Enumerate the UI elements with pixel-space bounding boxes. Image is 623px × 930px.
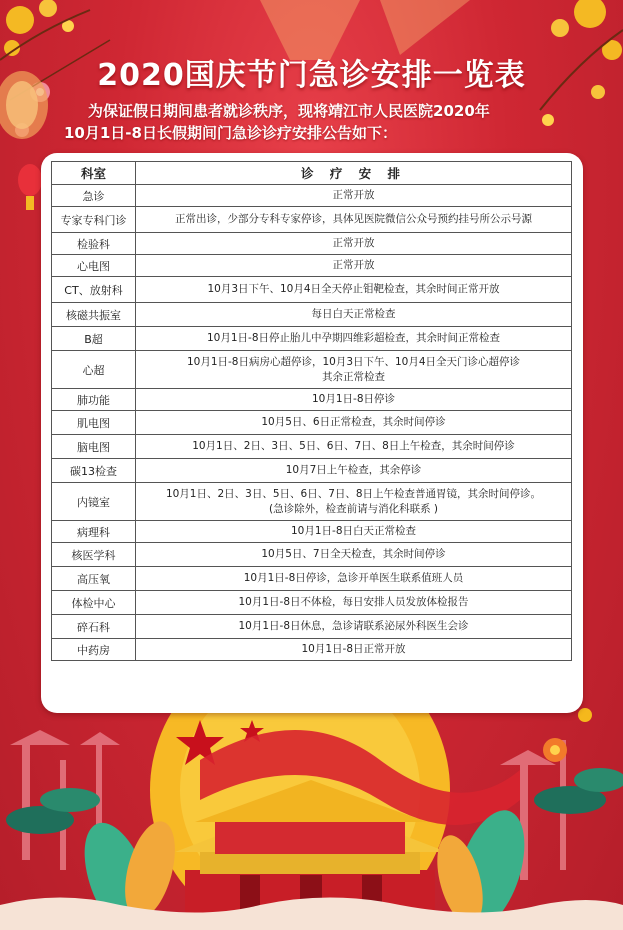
schedule-cell (136, 411, 572, 435)
header-department: 科室 (52, 162, 136, 185)
department-cell: 肌电图 (52, 411, 136, 435)
schedule-line: 10月3日下午、10月4日全天停止钼靶检查，其余时间正常开放 (207, 283, 500, 295)
schedule-cell (136, 277, 572, 303)
department-cell: 高压氧 (52, 567, 136, 591)
schedule-card (41, 153, 583, 713)
department-cell: 核磁共振室 (52, 303, 136, 327)
department-cell: CT、放射科 (52, 277, 136, 303)
table-row (52, 185, 572, 207)
department-cell: 检验科 (52, 233, 136, 255)
department-cell: 心超 (52, 351, 136, 389)
schedule-line: 10月1日-8日停诊 (311, 393, 395, 405)
schedule-line: 正常开放 (332, 189, 375, 201)
table-row (52, 483, 572, 521)
department-cell: 病理科 (52, 521, 136, 543)
table-row (52, 435, 572, 459)
schedule-cell (136, 543, 572, 567)
schedule-cell (136, 327, 572, 351)
schedule-line: 正常开放 (332, 259, 375, 271)
schedule-cell (136, 255, 572, 277)
schedule-line: 10月1日-8日正常开放 (301, 643, 406, 655)
table-row (52, 303, 572, 327)
department-cell: 急诊 (52, 185, 136, 207)
schedule-cell (136, 459, 572, 483)
schedule-cell (136, 591, 572, 615)
schedule-line: 10月5日、6日正常检查，其余时间停诊 (261, 416, 446, 428)
table-body (52, 185, 572, 661)
department-cell: B超 (52, 327, 136, 351)
table-row (52, 543, 572, 567)
schedule-cell (136, 185, 572, 207)
schedule-line: 10月1日-8日白天正常检查 (290, 525, 416, 537)
table-row (52, 615, 572, 639)
schedule-line: 10月1日-8日不体检，每日安排人员发放体检报告 (238, 596, 469, 608)
schedule-cell (136, 207, 572, 233)
table-row (52, 411, 572, 435)
schedule-line: 10月1日、2日、3日、5日、6日、7日、8日上午检查普通胃镜，其余时间停诊。 (165, 487, 542, 500)
table-row (52, 327, 572, 351)
schedule-line: 其余正常检查 (322, 370, 385, 383)
schedule-line: 10月1日-8日停止胎儿中孕期四维彩超检查，其余时间正常检查 (206, 332, 500, 344)
schedule-cell (136, 639, 572, 661)
bottom-clouds (0, 898, 623, 930)
table-row (52, 255, 572, 277)
table-row (52, 351, 572, 389)
table-row (52, 277, 572, 303)
page-title: 2020国庆节门急诊安排一览表 (97, 58, 526, 93)
department-cell: 肺功能 (52, 389, 136, 411)
schedule-cell (136, 483, 572, 521)
schedule-line: 每日白天正常检查 (311, 308, 396, 320)
schedule-line: 10月1日-8日休息，急诊请联系泌尿外科医生会诊 (238, 620, 469, 632)
schedule-cell (136, 615, 572, 639)
department-cell: 内镜室 (52, 483, 136, 521)
schedule-line: (急诊除外，检查前请与消化科联系 ) (268, 502, 439, 515)
schedule-cell (136, 351, 572, 389)
department-cell: 中药房 (52, 639, 136, 661)
announcement-text (60, 100, 580, 144)
schedule-line: 10月1日、2日、3日、5日、6日、7日、8日上午检查，其余时间停诊 (192, 440, 515, 452)
schedule-cell (136, 567, 572, 591)
schedule-line: 10月7日上午检查，其余停诊 (285, 464, 422, 476)
schedule-line: 正常出诊，少部分专科专家停诊，具体见医院微信公众号预约挂号所公示号源 (175, 213, 532, 225)
department-cell: 核医学科 (52, 543, 136, 567)
schedule-line: 10月1日-8日停诊，急诊开单医生联系值班人员 (243, 572, 464, 584)
table-row (52, 567, 572, 591)
schedule-cell (136, 521, 572, 543)
table-header-row (52, 162, 572, 185)
header-schedule: 诊 疗 安 排 (136, 162, 572, 185)
table-row (52, 591, 572, 615)
department-cell: 碳13检查 (52, 459, 136, 483)
table-row (52, 521, 572, 543)
schedule-cell (136, 303, 572, 327)
right-flowers (543, 708, 592, 762)
table-row (52, 233, 572, 255)
announcement-line-1: 为保证假日期间患者就诊秩序，现将靖江市人民医院2020年 (88, 102, 490, 120)
schedule-line: 10月5日、7日全天检查，其余时间停诊 (261, 548, 446, 560)
schedule-table (51, 161, 572, 661)
table-row (52, 459, 572, 483)
schedule-line: 正常开放 (332, 237, 375, 249)
table-row (52, 389, 572, 411)
schedule-cell (136, 435, 572, 459)
schedule-line: 10月1日-8日病房心超停诊，10月3日下午、10月4日全天门诊心超停诊 (186, 355, 521, 368)
department-cell: 脑电图 (52, 435, 136, 459)
schedule-cell (136, 233, 572, 255)
department-cell: 心电图 (52, 255, 136, 277)
table-row (52, 207, 572, 233)
department-cell: 体检中心 (52, 591, 136, 615)
announcement-line-2: 10月1日-8日长假期间门急诊诊疗安排公告如下： (64, 124, 397, 142)
department-cell: 专家专科门诊 (52, 207, 136, 233)
schedule-cell (136, 389, 572, 411)
department-cell: 碎石科 (52, 615, 136, 639)
table-row (52, 639, 572, 661)
